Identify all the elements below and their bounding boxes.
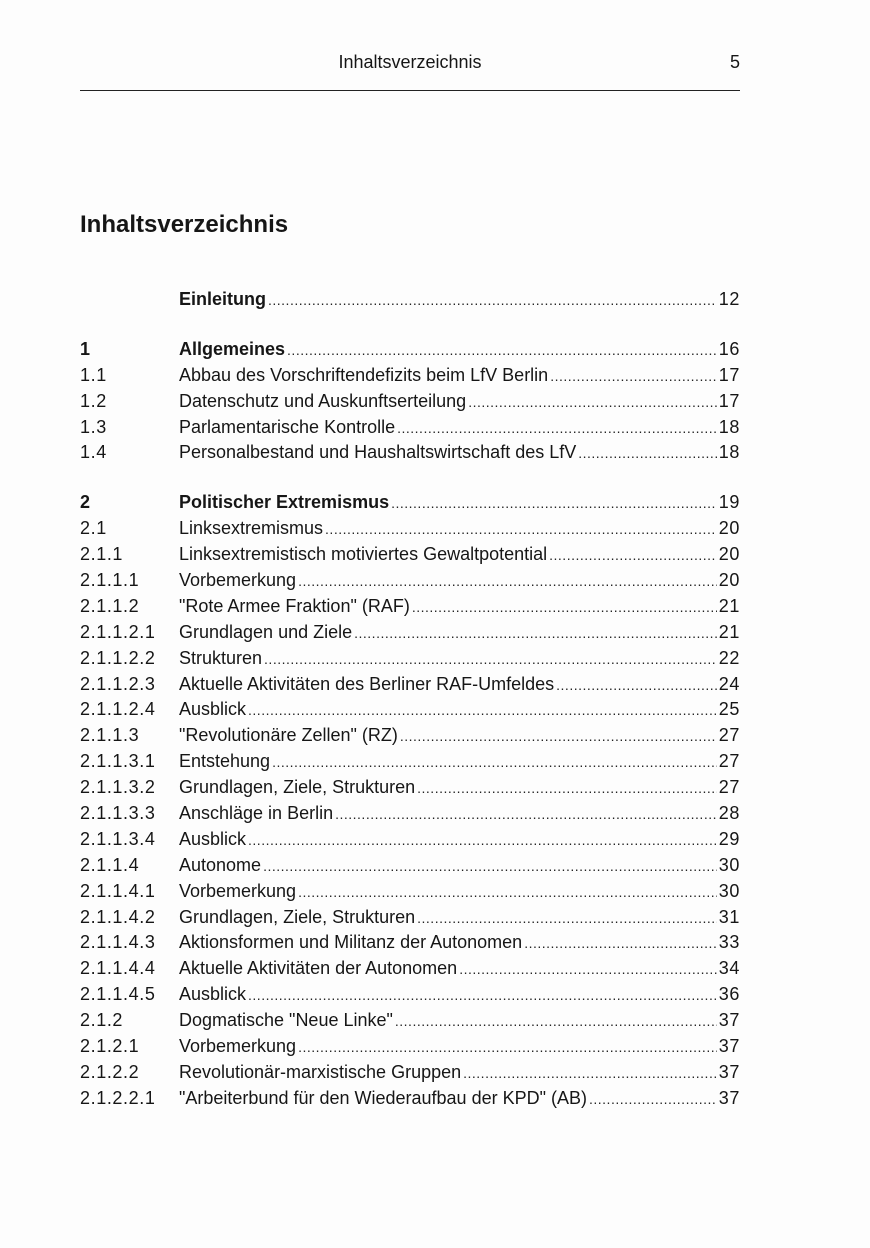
- toc-entry-line: [179, 672, 740, 699]
- toc-entry-line: [179, 620, 740, 647]
- running-title: Inhaltsverzeichnis: [338, 52, 482, 72]
- toc-entry-line: [179, 1086, 740, 1113]
- toc-entry-label: Revolutionär-marxistische Gruppen: [179, 1061, 462, 1082]
- toc-entry-number: 2.1.1.4: [80, 854, 140, 875]
- toc-entry-page: 30: [718, 854, 740, 875]
- dot-leader: [263, 854, 717, 880]
- toc-entry-label: "Arbeiterbund für den Wiederaufbau der KPD" (AB): [179, 1087, 587, 1108]
- toc-entry-page: 37: [718, 1036, 740, 1057]
- toc-entry: [80, 827, 740, 853]
- toc-entry-label: Grundlagen und Ziele: [179, 621, 353, 642]
- toc-entry-number: 2.1.1.4.3: [80, 932, 156, 953]
- toc-entry: [80, 516, 740, 542]
- header-rule: [80, 90, 740, 91]
- toc-entry-page: 17: [718, 364, 740, 385]
- toc-entry-label: Vorbemerkung: [179, 880, 297, 901]
- toc-entry-number: 1: [80, 338, 91, 359]
- toc-entry-line: [179, 389, 740, 416]
- dot-leader: [264, 647, 717, 673]
- toc-entry: [80, 490, 740, 516]
- toc-entry: [80, 363, 740, 389]
- toc-entry: [80, 905, 740, 931]
- toc-entry-line: [179, 1060, 740, 1087]
- toc-entry-number: 2.1: [80, 518, 107, 539]
- toc-entry-number: 2.1.2.1: [80, 1036, 140, 1057]
- toc-entry-number: 2.1.1.3.4: [80, 828, 156, 849]
- toc-entry: [80, 568, 740, 594]
- toc-entry-number: 2.1.1.2.1: [80, 621, 156, 642]
- toc-entry-number: 2.1.1.4.4: [80, 958, 156, 979]
- toc-entry-line: [179, 1034, 740, 1061]
- toc-list: [80, 287, 740, 1112]
- toc-entry: [80, 1086, 740, 1112]
- toc-entry-line: [179, 646, 740, 673]
- dot-leader: [298, 880, 717, 906]
- toc-entry-line: [179, 982, 740, 1009]
- dot-leader: [463, 1061, 717, 1087]
- toc-entry-label: Ausblick: [179, 828, 247, 849]
- toc-entry-number: 1.1: [80, 364, 107, 385]
- toc-entry-page: 20: [718, 518, 740, 539]
- toc-entry-label: Grundlagen, Ziele, Strukturen: [179, 906, 416, 927]
- toc-entry-label: Aktionsformen und Militanz der Autonomen: [179, 932, 523, 953]
- toc-entry-label: Strukturen: [179, 647, 263, 668]
- toc-entry: [80, 930, 740, 956]
- toc-entry-line: [179, 490, 740, 517]
- toc-entry-line: [179, 930, 740, 957]
- toc-entry: [80, 415, 740, 441]
- toc-entry-line: [179, 775, 740, 802]
- toc-entry-label: Vorbemerkung: [179, 570, 297, 591]
- toc-entry-line: [179, 749, 740, 776]
- toc-entry-page: 36: [718, 984, 740, 1005]
- toc-entry: [80, 337, 740, 363]
- toc-entry: [80, 1008, 740, 1034]
- toc-entry-number: 2.1.1: [80, 544, 124, 565]
- toc-entry-page: 31: [718, 906, 740, 927]
- toc-entry-number: 2.1.1.2.4: [80, 699, 156, 720]
- toc-entry-page: 37: [718, 1087, 740, 1108]
- toc-entry-number: 2.1.1.4.2: [80, 906, 156, 927]
- toc-entry-page: 18: [718, 442, 740, 463]
- toc-entry-number: 2.1.1.3.2: [80, 777, 156, 798]
- toc-entry-number: 2.1.1.4.1: [80, 880, 156, 901]
- toc-entry-page: 18: [718, 416, 740, 437]
- dot-leader: [412, 595, 717, 621]
- running-header: [80, 52, 740, 76]
- toc-entry-label: Abbau des Vorschriftendefizits beim LfV Berlin: [179, 364, 549, 385]
- toc-entry-number: 2.1.2.2: [80, 1061, 140, 1082]
- dot-leader: [524, 931, 717, 957]
- toc-entry-line: [179, 594, 740, 621]
- toc-entry: [80, 620, 740, 646]
- toc-entry-page: 27: [718, 725, 740, 746]
- toc-entry-number: 2.1.1.4.5: [80, 984, 156, 1005]
- toc-entry: [80, 646, 740, 672]
- toc-entry-line: [179, 853, 740, 880]
- dot-leader: [248, 983, 717, 1009]
- toc-entry: [80, 801, 740, 827]
- toc-entry-page: 21: [718, 621, 740, 642]
- toc-entry: [80, 775, 740, 801]
- toc-entry: [80, 879, 740, 905]
- toc-entry: [80, 287, 740, 313]
- dot-leader: [459, 957, 717, 983]
- toc-entry-line: [179, 879, 740, 906]
- toc-entry-line: [179, 568, 740, 595]
- toc-entry: [80, 853, 740, 879]
- dot-leader: [325, 517, 717, 543]
- toc-entry-line: [179, 956, 740, 983]
- toc-entry-page: 20: [718, 544, 740, 565]
- toc-entry-number: 2.1.1.2.2: [80, 647, 156, 668]
- toc-entry-line: [179, 723, 740, 750]
- toc-entry-page: 27: [718, 777, 740, 798]
- dot-leader: [589, 1087, 717, 1113]
- toc-entry-label: Datenschutz und Auskunftserteilung: [179, 390, 467, 411]
- page-number: 5: [729, 52, 740, 72]
- toc-entry-page: 37: [718, 1010, 740, 1031]
- dot-leader: [417, 776, 717, 802]
- dot-leader: [468, 390, 717, 416]
- toc-entry-line: [179, 1008, 740, 1035]
- toc-entry-page: 24: [718, 673, 740, 694]
- toc-entry-number: 2.1.2.2.1: [80, 1087, 156, 1108]
- toc-entry-number: 1.4: [80, 442, 107, 463]
- toc-entry-number: 1.2: [80, 390, 107, 411]
- dot-leader: [287, 338, 717, 364]
- toc-entry: [80, 697, 740, 723]
- toc-entry-label: Aktuelle Aktivitäten des Berliner RAF-Umfeldes: [179, 673, 555, 694]
- dot-leader: [550, 364, 717, 390]
- toc-entry-number: 2.1.1.2.3: [80, 673, 156, 694]
- dot-leader: [248, 698, 717, 724]
- toc-entry-page: 28: [718, 803, 740, 824]
- toc-entry-page: 19: [718, 492, 740, 513]
- toc-entry-page: 37: [718, 1061, 740, 1082]
- toc-entry-label: Politischer Extremismus: [179, 492, 390, 513]
- toc-entry-number: 2.1.1.3.3: [80, 803, 156, 824]
- toc-entry-line: [179, 827, 740, 854]
- toc-entry-label: Ausblick: [179, 984, 247, 1005]
- toc-entry-page: 12: [718, 289, 740, 309]
- toc-entry-page: 20: [718, 570, 740, 591]
- toc-entry-line: [179, 801, 740, 828]
- toc-entry: [80, 389, 740, 415]
- toc-entry-line: [179, 363, 740, 390]
- toc-entry-page: 30: [718, 880, 740, 901]
- dot-leader: [395, 1009, 717, 1035]
- toc-entry-page: 33: [718, 932, 740, 953]
- toc-entry: [80, 749, 740, 775]
- toc-entry-label: Grundlagen, Ziele, Strukturen: [179, 777, 416, 798]
- dot-leader: [268, 288, 717, 314]
- toc-entry: [80, 956, 740, 982]
- toc-entry-label: Autonome: [179, 854, 262, 875]
- dot-leader: [272, 750, 717, 776]
- toc-entry-page: 17: [718, 390, 740, 411]
- toc-entry-page: 25: [718, 699, 740, 720]
- toc-entry-label: Ausblick: [179, 699, 247, 720]
- toc-entry-line: [179, 905, 740, 932]
- toc-entry-line: [179, 440, 740, 467]
- toc-entry: [80, 594, 740, 620]
- toc-entry-label: Allgemeines: [179, 338, 286, 359]
- toc-entry-line: [179, 697, 740, 724]
- dot-leader: [354, 621, 717, 647]
- toc-entry-label: "Rote Armee Fraktion" (RAF): [179, 595, 410, 616]
- toc-entry: [80, 440, 740, 466]
- toc-entry: [80, 982, 740, 1008]
- toc-entry-page: 22: [718, 647, 740, 668]
- dot-leader: [397, 416, 717, 442]
- toc-entry-page: 21: [718, 595, 740, 616]
- toc-entry-label: Personalbestand und Haushaltswirtschaft des LfV: [179, 442, 577, 463]
- toc-entry-label: Vorbemerkung: [179, 1036, 297, 1057]
- toc-entry-label: Aktuelle Aktivitäten der Autonomen: [179, 958, 458, 979]
- toc-entry-number: 2.1.1.2: [80, 595, 140, 616]
- toc-entry-line: [179, 337, 740, 364]
- toc-entry-number: 2.1.1.3: [80, 725, 140, 746]
- toc-entry-label: Parlamentarische Kontrolle: [179, 416, 396, 437]
- dot-leader: [298, 569, 717, 595]
- toc-entry-label: Anschläge in Berlin: [179, 803, 334, 824]
- toc-entry-label: Linksextremistisch motiviertes Gewaltpotential: [179, 544, 548, 565]
- toc-entry-number: 2: [80, 492, 91, 513]
- toc-entry: [80, 1060, 740, 1086]
- toc-title: Inhaltsverzeichnis: [80, 211, 289, 238]
- toc-entry: [80, 723, 740, 749]
- toc-entry-page: 29: [718, 828, 740, 849]
- dot-leader: [417, 906, 717, 932]
- dot-leader: [391, 491, 717, 517]
- toc-entry: [80, 542, 740, 568]
- dot-leader: [335, 802, 717, 828]
- toc-entry-line: [179, 516, 740, 543]
- toc-entry-label: "Revolutionäre Zellen" (RZ): [179, 725, 398, 746]
- toc-entry-page: 34: [718, 958, 740, 979]
- toc-entry-line: [179, 542, 740, 569]
- dot-leader: [549, 543, 717, 569]
- toc-entry-number: 1.3: [80, 416, 107, 437]
- dot-leader: [578, 441, 717, 467]
- toc-entry-label: Einleitung: [179, 289, 266, 309]
- dot-leader: [248, 828, 717, 854]
- toc-entry-number: 2.1.1.1: [80, 570, 140, 591]
- toc-entry: [80, 672, 740, 698]
- toc-entry-page: 16: [718, 338, 740, 359]
- toc-entry-line: [179, 287, 740, 314]
- toc-entry-label: Entstehung: [179, 751, 271, 772]
- toc-entry: [80, 1034, 740, 1060]
- toc-entry-label: Dogmatische "Neue Linke": [179, 1010, 393, 1031]
- toc-entry-line: [179, 415, 740, 442]
- toc-entry-number: 2.1.2: [80, 1010, 124, 1031]
- dot-leader: [556, 673, 717, 699]
- toc-entry-label: Linksextremismus: [179, 518, 324, 539]
- dot-leader: [400, 724, 717, 750]
- dot-leader: [298, 1035, 717, 1061]
- toc-entry-page: 27: [718, 751, 740, 772]
- toc-entry-number: 2.1.1.3.1: [80, 751, 156, 772]
